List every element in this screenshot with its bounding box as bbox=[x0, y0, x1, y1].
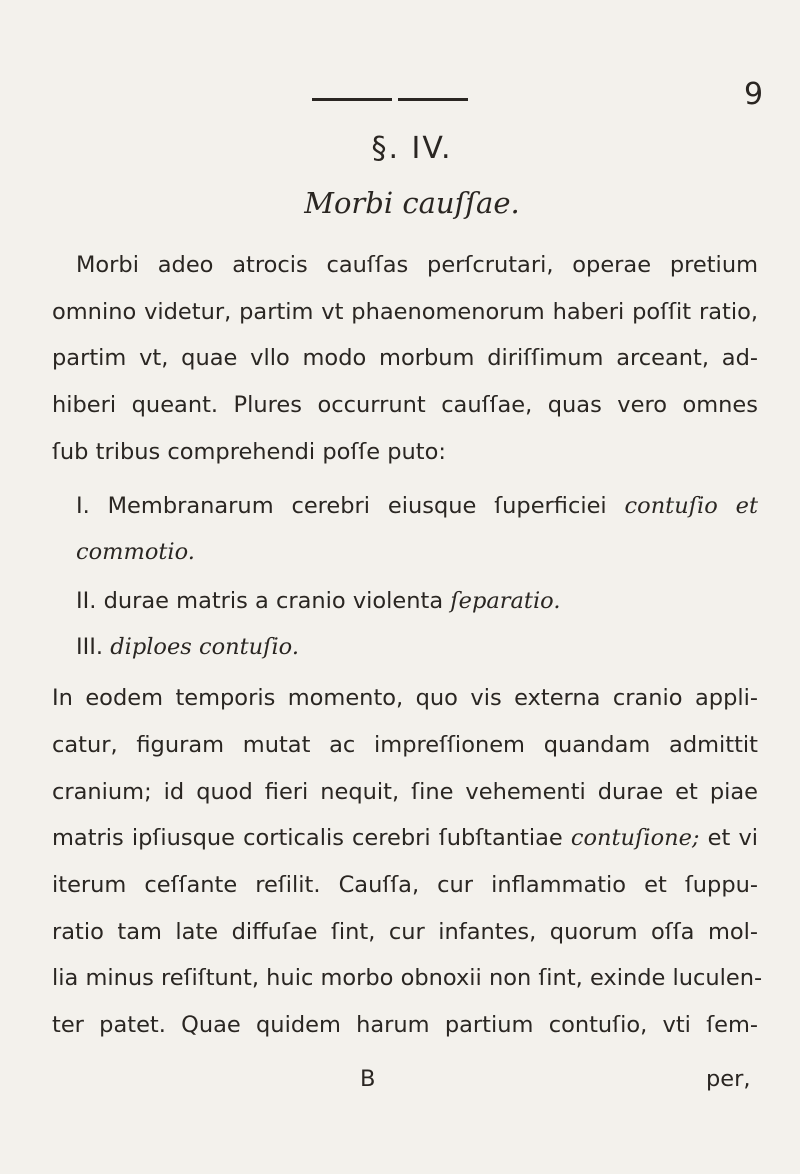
page-number: 9 bbox=[744, 77, 764, 112]
text-line: ſub tribus comprehendi poſſe puto: bbox=[52, 438, 446, 465]
text-line: omnino videtur, partim vt phaenomenorum haberi poſſit ratio, bbox=[52, 298, 758, 325]
signature-mark: B bbox=[360, 1066, 376, 1092]
list-item-1-italic: contuſio et bbox=[624, 493, 758, 520]
text-line: ratio tam late diffuſae ſint, cur infantes, quorum oſſa mol- bbox=[52, 918, 758, 945]
text-line: iterum ceſſante reſilit. Cauſſa, cur inflammatio et ſuppu- bbox=[52, 872, 758, 898]
text-line: lia minus reſiſtunt, huic morbo obnoxii non ſint, exinde luculen- bbox=[52, 965, 763, 992]
header-rule-right bbox=[398, 98, 468, 101]
list-item-2-text: II. durae matris a cranio violenta bbox=[76, 587, 444, 614]
text-line: cranium; id quod fieri nequit, ſine vehementi durae et piae bbox=[52, 778, 758, 805]
list-item-1-continuation: commotio. bbox=[76, 539, 195, 566]
text-span: matris ipſiusque corticalis cerebri ſubſtantiae bbox=[52, 825, 563, 852]
text-line: In eodem temporis momento, quo vis externa cranio appli- bbox=[52, 685, 758, 712]
text-span: et vi bbox=[707, 825, 759, 852]
list-item-2 bbox=[76, 586, 560, 616]
text-line: ter patet. Quae quidem harum partium contuſio, vti ſem- bbox=[52, 1012, 758, 1038]
text-line bbox=[52, 823, 758, 853]
text-line: catur, figuram mutat ac impreſſionem quandam admittit bbox=[52, 732, 758, 758]
list-item-1 bbox=[76, 491, 758, 521]
catchword: per, bbox=[706, 1066, 751, 1092]
section-title: Morbi cauſſae. bbox=[304, 186, 520, 220]
list-item-3 bbox=[76, 632, 299, 662]
text-line: partim vt, quae vllo modo morbum diriſſimum arceant, ad- bbox=[52, 345, 758, 372]
list-item-3-italic: diploes contuſio. bbox=[110, 634, 299, 661]
section-mark: §. IV. bbox=[371, 131, 453, 166]
text-line: hiberi queant. Plures occurrunt cauſſae, quas vero omnes bbox=[52, 392, 758, 418]
text-span-italic: contuſione; bbox=[570, 825, 700, 852]
list-item-1-text: I. Membranarum cerebri eiusque ſuperficiei bbox=[76, 493, 607, 520]
list-item-2-italic: ſeparatio. bbox=[450, 587, 561, 614]
list-item-3-text: III. bbox=[76, 634, 104, 661]
header-rule-left bbox=[312, 98, 392, 101]
text-line: Morbi adeo atrocis cauſſas perſcrutari, operae pretium bbox=[76, 252, 758, 278]
